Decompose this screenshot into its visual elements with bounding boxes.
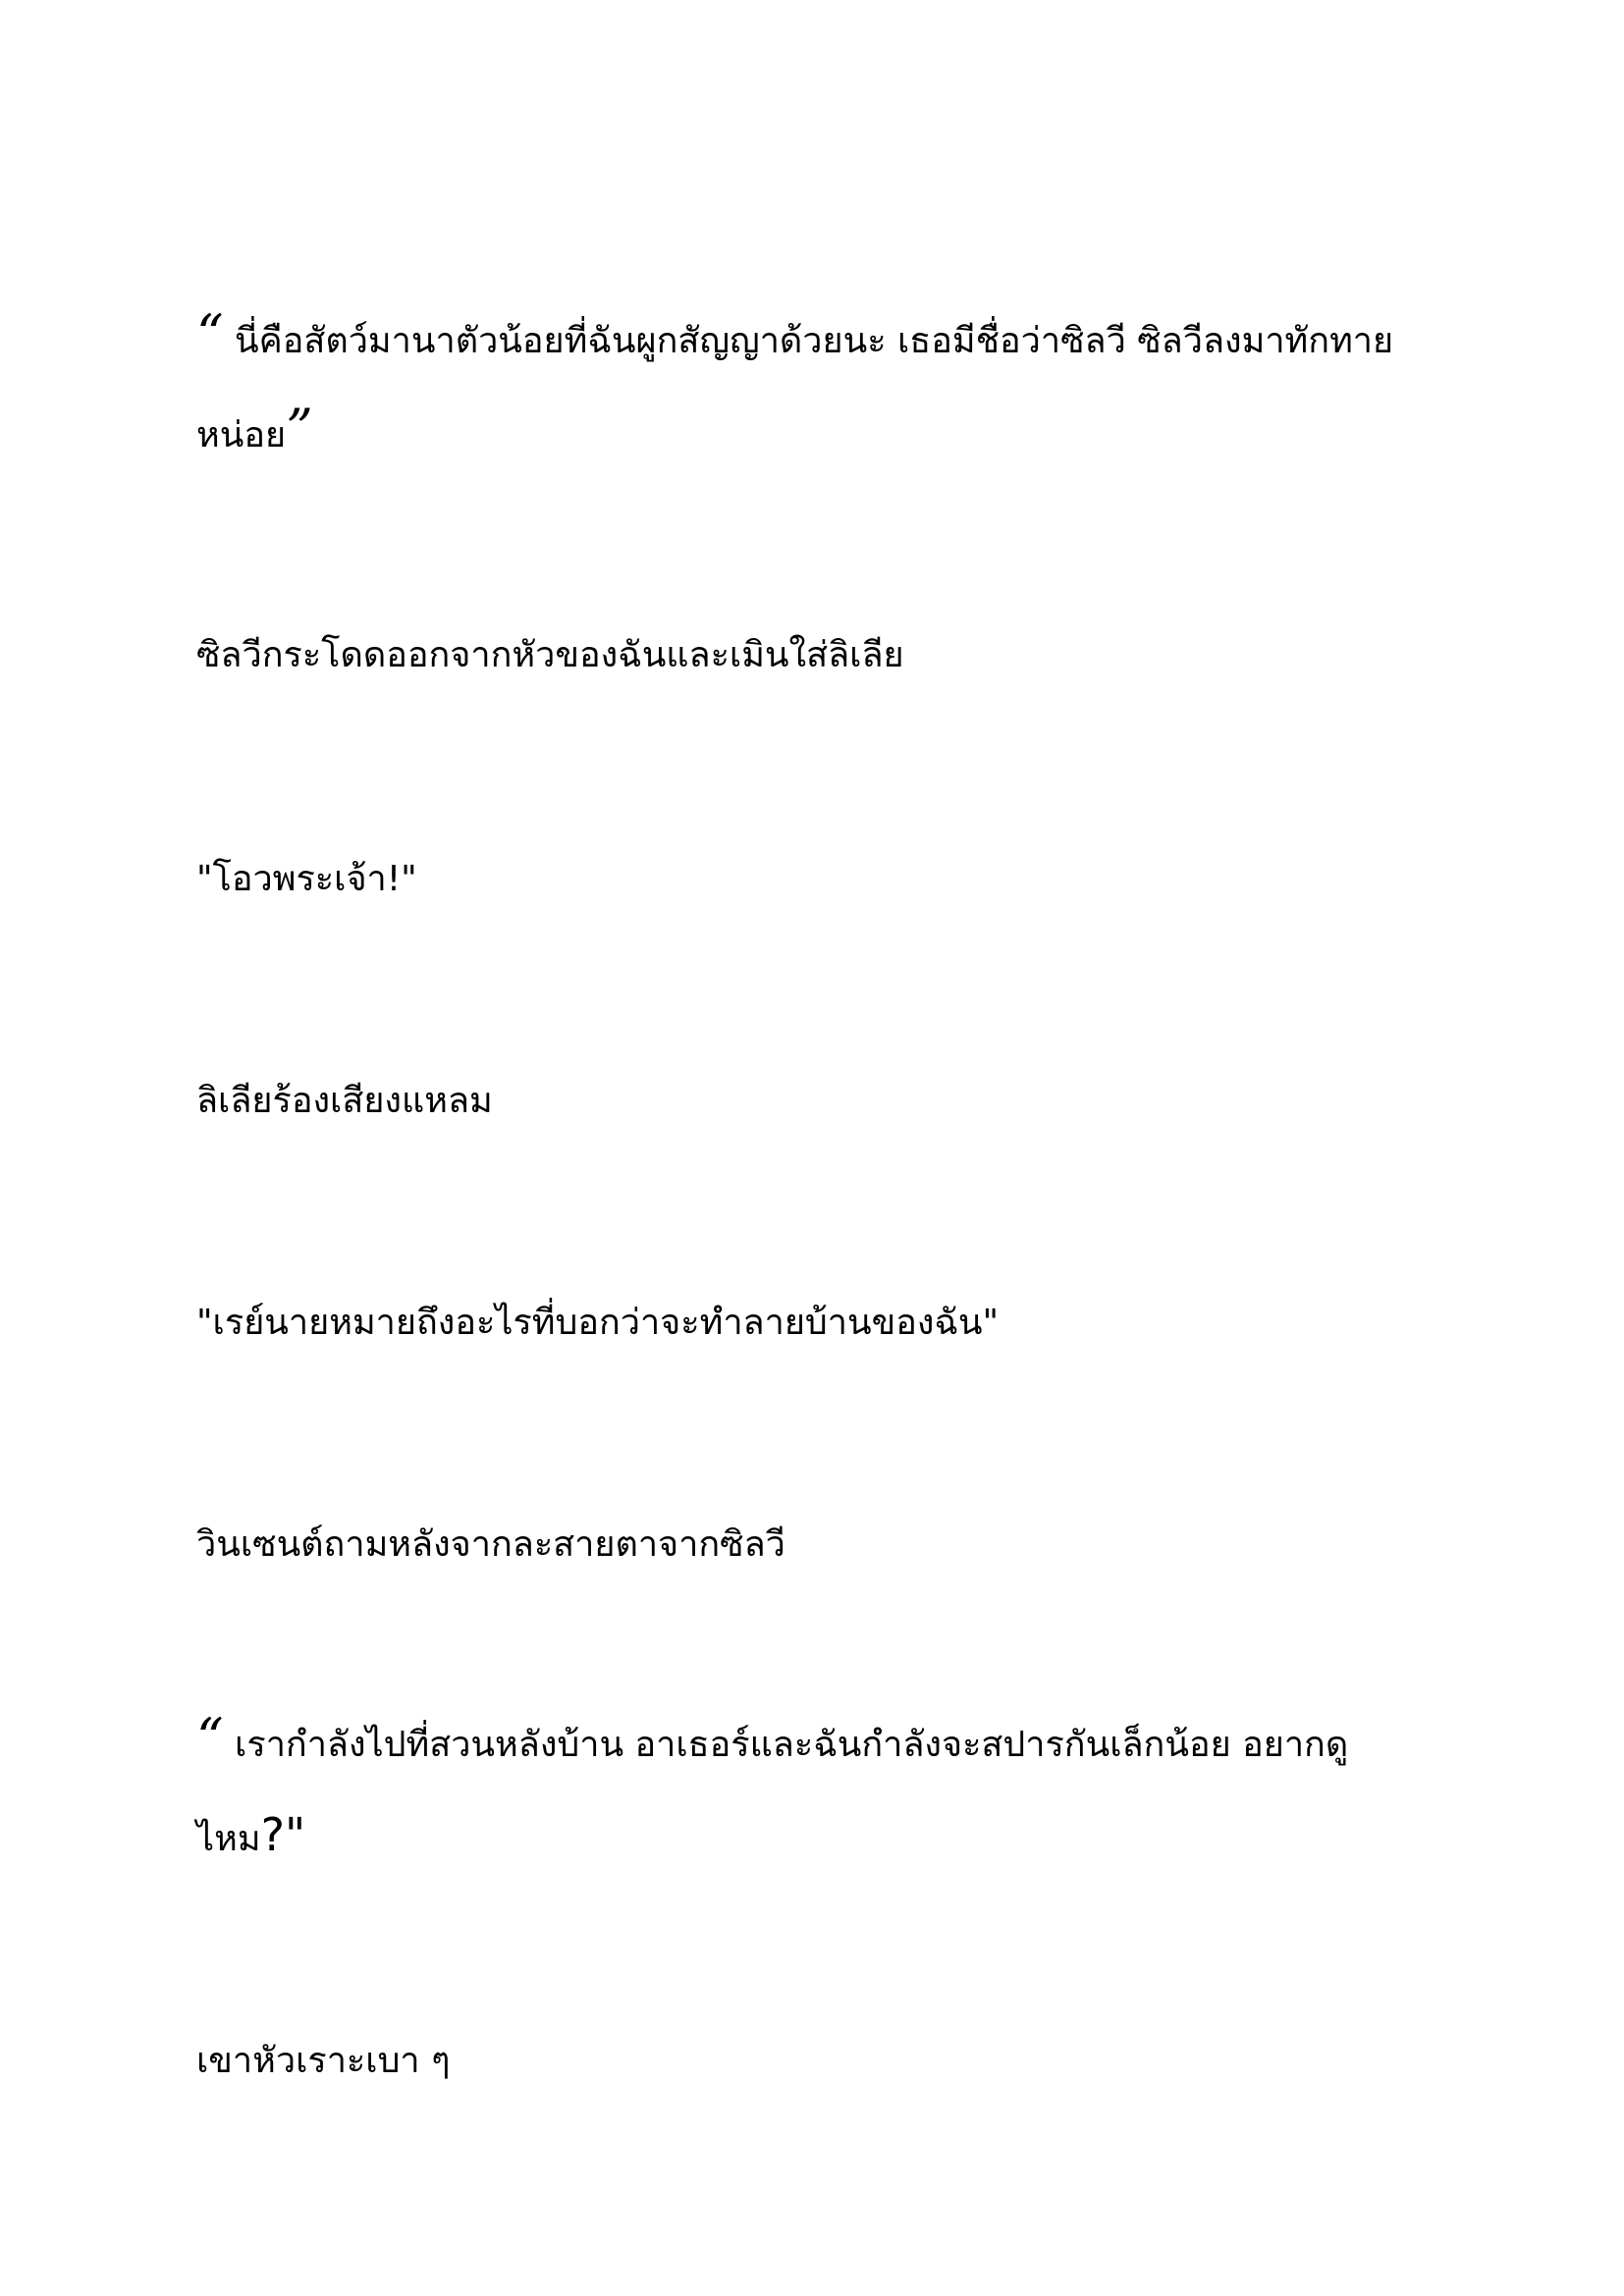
paragraph-text: "เรย์นายหมายถึงอะไรที่บอกว่าจะทำลายบ้านของฉัน" (196, 1303, 1000, 1343)
close-quote-mark: ” (286, 398, 313, 459)
paragraph-text: วินเซนต์ถามหลังจากละสายตาจากซิลวี (196, 1524, 785, 1565)
paragraph-dialogue-introduce-sylvie (196, 294, 1434, 483)
open-quote-mark: “ (196, 303, 224, 365)
paragraph-lilia-shrieks (196, 1054, 1434, 1148)
paragraph-text: เขาหัวเราะเบา ๆ (196, 2041, 451, 2081)
paragraph-text: "โอวพระเจ้า!" (196, 859, 417, 899)
paragraph-dialogue-backyard-spar (196, 1698, 1434, 1887)
paragraph-text: เรากำลังไปที่สวนหลังบ้าน อาเธอร์และฉันกำลังจะสปารกันเล็กน้อย อยากดู ไหม (196, 1725, 1349, 1859)
paragraph-dialogue-destroy-house (196, 1276, 1434, 1370)
paragraph-text: นี่คือสัตว์มานาตัวน้อยที่ฉันผูกสัญญาด้วยนะ เธอมีชื่อว่าซิลวี ซิลวีลงมาทักทาย หน่อย (196, 321, 1394, 455)
paragraph-dialogue-oh-god (196, 832, 1434, 927)
paragraph-he-chuckles (196, 2014, 1434, 2109)
paragraph-vincent-asks (196, 1498, 1434, 1592)
paragraph-text: ลิเลียร้องเสียงแหลม (196, 1081, 493, 1121)
paragraph-text: ซิลวีกระโดดออกจากหัวของฉันและเมินใส่ลิเลีย (196, 635, 904, 675)
close-quote-mark: ?" (260, 1808, 306, 1861)
paragraph-sylvie-jumps (196, 609, 1434, 703)
open-quote-mark: “ (196, 1707, 224, 1769)
